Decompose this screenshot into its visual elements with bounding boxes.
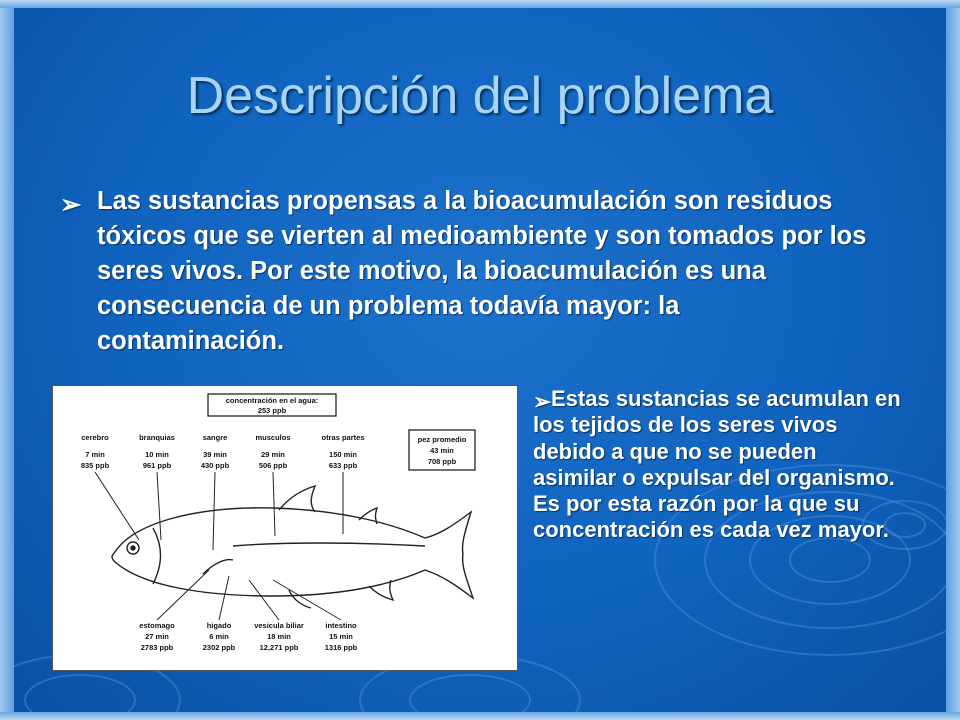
organ-time-higado: 6 min <box>209 632 229 641</box>
organ-label-intestino: intestino <box>325 621 357 630</box>
organ-conc-cerebro: 835 ppb <box>80 461 110 470</box>
bullet-text-2: Estas sustancias se acumulan en los tejidos de los seres vivos debido a que no se pueden asimilar o expulsar del organismo. Es por esta razón por la que su concentración es cada vez mayor. <box>533 386 901 543</box>
fish-drawing <box>112 486 473 608</box>
organ-time-otras-partes: 150 min <box>329 450 357 459</box>
arrow-bullet-icon: ➢ <box>60 191 82 219</box>
organ-label-sangre: sangre <box>202 433 228 442</box>
organ-label-branquias: branquias <box>139 433 175 442</box>
organ-time-estomago: 27 min <box>145 632 169 641</box>
organ-time-intestino: 15 min <box>329 632 353 641</box>
organ-time-branquias: 10 min <box>145 450 169 459</box>
organ-time-cerebro: 7 min <box>85 450 105 459</box>
organ-label-estomago: estomago <box>139 621 175 630</box>
organ-time-vesicula: 18 min <box>267 632 291 641</box>
organ-label-musculos: musculos <box>255 433 291 442</box>
organ-conc-branquias: 961 ppb <box>142 461 172 470</box>
organ-conc-sangre: 430 ppb <box>200 461 230 470</box>
organ-label-higado: higado <box>206 621 232 630</box>
bullet-item-2 <box>533 386 903 544</box>
water-box-line2: 253 ppb <box>257 406 287 415</box>
organ-conc-musculos: 506 ppb <box>258 461 288 470</box>
organ-label-cerebro: cerebro <box>81 433 109 442</box>
organ-conc-estomago: 2783 ppb <box>140 643 174 652</box>
bullet-text-1: Las sustancias propensas a la bioacumulación son residuos tóxicos que se vierten al medioambiente y son tomados por los seres vivos. Por este motivo, la bioacumulación es una consecuencia de un problema todavía mayor: la contaminación. <box>97 187 867 355</box>
organ-conc-otras-partes: 633 ppb <box>328 461 358 470</box>
water-box-line1: concentración en el agua: <box>225 396 319 405</box>
average-box-time: 43 min <box>430 446 454 455</box>
organ-label-otras-partes: otras partes <box>321 433 365 442</box>
organ-time-musculos: 29 min <box>261 450 285 459</box>
organ-conc-vesicula: 12,271 ppb <box>259 643 299 652</box>
frame-bottom-edge <box>0 712 960 720</box>
arrow-bullet-icon: ➢ <box>533 389 552 414</box>
organ-conc-higado: 2302 ppb <box>202 643 236 652</box>
organ-conc-intestino: 1316 ppb <box>324 643 358 652</box>
frame-top-edge <box>0 0 960 8</box>
fish-diagram-figure <box>52 385 518 671</box>
organ-time-sangre: 39 min <box>203 450 227 459</box>
organ-label-vesicula: vesicula biliar <box>254 621 304 630</box>
bullet-item-1 <box>60 184 870 359</box>
average-box-name: pez promedio <box>417 435 467 444</box>
average-box-conc: 708 ppb <box>427 457 457 466</box>
slide-title: Descripción del problema <box>186 67 774 125</box>
